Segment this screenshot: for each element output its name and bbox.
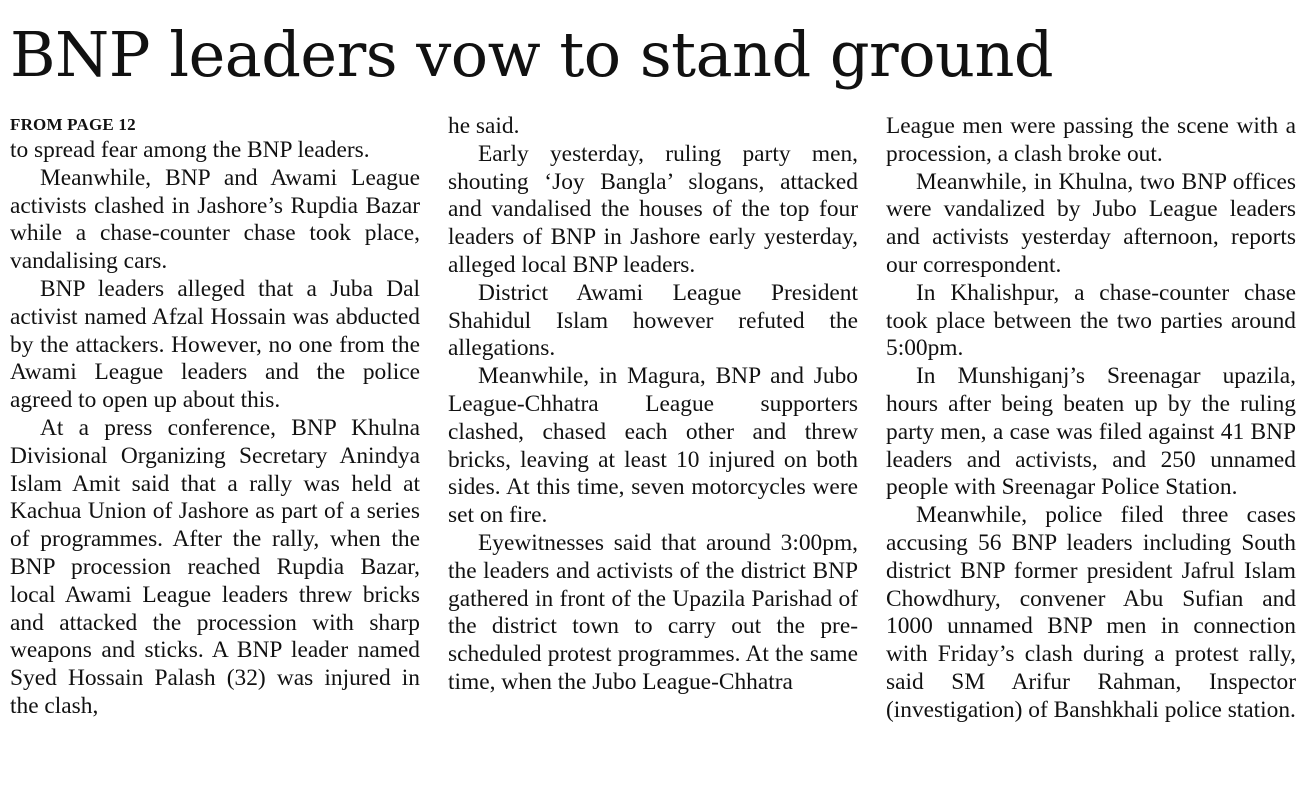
article-body [0, 113, 1306, 796]
column-1 [10, 113, 420, 721]
column-2 [448, 113, 858, 697]
paragraph: District Awami League President Shahidul Islam however refuted the allegations. [448, 279, 858, 362]
paragraph: Eyewitnesses said that around 3:00pm, the leaders and activists of the district BNP gathered in front of the Upazila Parishad of the district town to carry out the pre-scheduled protest programmes. At the same time, when the Jubo League-Chhatra [448, 529, 858, 695]
paragraph: In Khalishpur, a chase-counter chase took place between the two parties around 5:00pm. [886, 279, 1296, 362]
paragraph: Meanwhile, in Magura, BNP and Jubo League-Chhatra League supporters clashed, chased each other and threw bricks, leaving at least 10 injured on both sides. At this time, seven motorcycles were set on fire. [448, 363, 858, 529]
jump-label: FROM PAGE 12 [10, 115, 136, 134]
column-3 [886, 113, 1296, 725]
paragraph: In Munshiganj’s Sreenagar upazila, hours after being beaten up by the ruling party men, a case was filed against 41 BNP leaders and activists, and 250 unnamed people with Sreenagar Police Station. [886, 363, 1296, 501]
headline: BNP leaders vow to stand ground [10, 18, 1054, 91]
paragraph: BNP leaders alleged that a Juba Dal activist named Afzal Hossain was abducted by the attackers. However, no one from the Awami League leaders and the police agreed to open up about this. [10, 275, 420, 414]
paragraph: Early yesterday, ruling party men, shouting ‘Joy Bangla’ slogans, attacked and vandalised the houses of the top four leaders of BNP in Jashore early yesterday, alleged local BNP leaders. [448, 140, 858, 278]
paragraph: At a press conference, BNP Khulna Divisional Organizing Secretary Anindya Islam Amit said that a rally was held at Kachua Union of Jashore as part of a series of programmes. After the rally, when the BNP procession reached Rupdia Bazar, local Awami League leaders threw bricks and attacked the procession with sharp weapons and sticks. A BNP leader named Syed Hossain Palash (32) was injured in the clash, [10, 414, 420, 719]
paragraph: he said. [448, 113, 520, 139]
paragraph: Meanwhile, BNP and Awami League activists clashed in Jashore’s Rupdia Bazar while a chase-counter chase took place, vandalising cars. [10, 164, 420, 275]
paragraph: Meanwhile, police filed three cases accusing 56 BNP leaders including South district BNP former president Jafrul Islam Chowdhury, convener Abu Sufian and 1000 unnamed BNP men in connection with Friday’s clash during a protest rally, said SM Arifur Rahman, Inspector (investigation) of Banshkhali police station. [886, 502, 1296, 723]
paragraph: League men were passing the scene with a procession, a clash broke out. [886, 113, 1296, 167]
paragraph: Meanwhile, in Khulna, two BNP offices were vandalized by Jubo League leaders and activists yesterday afternoon, reports our correspondent. [886, 168, 1296, 278]
paragraph: to spread fear among the BNP leaders. [10, 137, 370, 163]
